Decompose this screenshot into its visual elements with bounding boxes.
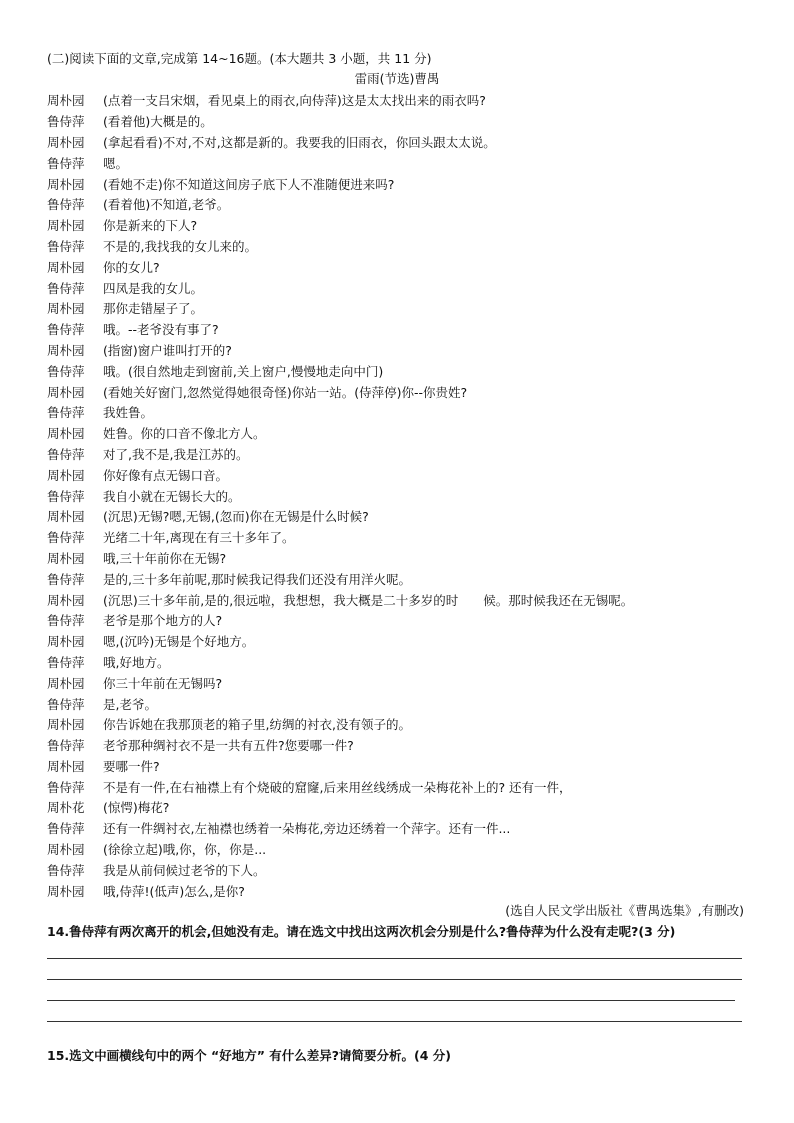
dialogue-line xyxy=(47,194,747,215)
speech-text: (看着他)大概是的。 xyxy=(103,114,213,130)
speech-text: 老爷是那个地方的人? xyxy=(103,613,223,629)
passage-title-text: 雷雨(节选)曹禺 xyxy=(354,71,440,86)
dialogue-line xyxy=(47,506,747,527)
dialogue-line xyxy=(47,485,747,506)
question-15: 15.选文中画横线句中的两个 “好地方” 有什么差异?请简要分析。(4 分) xyxy=(47,1048,452,1063)
speaker-name: 鲁侍萍 xyxy=(47,322,85,338)
speech-text: 是,老爷。 xyxy=(103,696,157,712)
dialogue-line xyxy=(47,256,747,277)
speaker-name: 周朴园 xyxy=(47,176,85,192)
speaker-name: 周朴园 xyxy=(47,301,85,317)
speech-text: 哦,侍萍!(低声)怎么,是你? xyxy=(103,883,245,899)
speech-text: 你告诉她在我那顶老的箱子里,纺绸的衬衣,没有领子的。 xyxy=(103,717,411,733)
dialogue-line xyxy=(47,610,747,631)
dialogue-line xyxy=(47,381,747,402)
speech-text: 是的,三十多年前呢,那时候我记得我们还没有用洋火呢。 xyxy=(103,571,411,587)
speech-text: 嗯。 xyxy=(103,155,129,171)
dialogue-line xyxy=(47,797,747,818)
speech-text: 我姓鲁。 xyxy=(103,405,154,421)
question-14: 14.鲁侍萍有两次离开的机会,但她没有走。请在选文中找出这两次机会分别是什么?鲁侍萍为什么没有走呢?(3 分) xyxy=(47,924,676,939)
speaker-name: 鲁侍萍 xyxy=(47,114,85,130)
speaker-name: 鲁侍萍 xyxy=(47,446,85,462)
speaker-name: 鲁侍萍 xyxy=(47,155,85,171)
speech-text: 老爷那种绸衬衣不是一共有五件?您要哪一件? xyxy=(103,738,354,754)
dialogue-line xyxy=(47,568,747,589)
speaker-name: 周朴园 xyxy=(47,758,85,774)
answer-line xyxy=(47,958,742,959)
section-instruction: (二)阅读下面的文章,完成第 14~16题。(本大题共 3 小题，共 11 分) xyxy=(47,51,432,66)
dialogue-line xyxy=(47,132,747,153)
speaker-name: 周朴花 xyxy=(47,800,85,816)
speaker-name: 周朴园 xyxy=(47,675,85,691)
speaker-name: 鲁侍萍 xyxy=(47,654,85,670)
speaker-name: 周朴园 xyxy=(47,717,85,733)
speaker-name: 鲁侍萍 xyxy=(47,405,85,421)
speaker-name: 鲁侍萍 xyxy=(47,571,85,587)
speech-text: 嗯,(沉吟)无锡是个好地方。 xyxy=(103,634,255,650)
answer-line xyxy=(47,979,742,980)
dialogue-line xyxy=(47,402,747,423)
speaker-name: 鲁侍萍 xyxy=(47,738,85,754)
dialogue-line xyxy=(47,152,747,173)
speaker-name: 鲁侍萍 xyxy=(47,530,85,546)
speaker-name: 周朴园 xyxy=(47,842,85,858)
speech-text: (徐徐立起)哦,你，你，你是... xyxy=(103,842,267,858)
dialogue-line xyxy=(47,839,747,860)
dialogue-line xyxy=(47,444,747,465)
speaker-name: 鲁侍萍 xyxy=(47,862,85,878)
dialogue-line xyxy=(47,776,747,797)
speaker-name: 鲁侍萍 xyxy=(47,363,85,379)
dialogue-line xyxy=(47,215,747,236)
speech-text: 姓鲁。你的口音不像北方人。 xyxy=(103,426,266,442)
dialogue-line xyxy=(47,340,747,361)
speaker-name: 鲁侍萍 xyxy=(47,821,85,837)
speech-text: 我是从前伺候过老爷的下人。 xyxy=(103,862,266,878)
answer-line xyxy=(47,1021,742,1022)
speaker-name: 鲁侍萍 xyxy=(47,613,85,629)
speaker-name: 鲁侍萍 xyxy=(47,238,85,254)
speech-text: 你是新来的下人? xyxy=(103,218,198,234)
speech-text: (沉思)三十多年前,是的,很远啦，我想想，我大概是二十多岁的时 候。那时候我还在无锡呢。 xyxy=(103,592,634,608)
speaker-name: 周朴园 xyxy=(47,342,85,358)
dialogue-line xyxy=(47,90,747,111)
speaker-name: 周朴园 xyxy=(47,467,85,483)
dialogue-line xyxy=(47,111,747,132)
speech-text: 要哪一件? xyxy=(103,758,160,774)
speaker-name: 周朴园 xyxy=(47,218,85,234)
dialogue-line xyxy=(47,735,747,756)
speech-text: (惊愕)梅花? xyxy=(103,800,170,816)
speech-text: (看她关好窗门,忽然觉得她很奇怪)你站一站。(侍萍停)你--你贵姓? xyxy=(103,384,468,400)
speaker-name: 周朴园 xyxy=(47,259,85,275)
dialogue-line xyxy=(47,173,747,194)
dialogue-line xyxy=(47,423,747,444)
dialogue-line xyxy=(47,672,747,693)
speaker-name: 周朴园 xyxy=(47,134,85,150)
dialogue-line xyxy=(47,360,747,381)
speech-text: (点着一支吕宋烟，看见桌上的雨衣,向侍萍)这是太太找出来的雨衣吗? xyxy=(103,93,486,109)
dialogue-line xyxy=(47,652,747,673)
speech-text: 哦。(很自然地走到窗前,关上窗户,慢慢地走向中门) xyxy=(103,363,384,379)
speaker-name: 鲁侍萍 xyxy=(47,779,85,795)
speaker-name: 周朴园 xyxy=(47,509,85,525)
dialogue-line xyxy=(47,693,747,714)
dialogue-block xyxy=(47,90,747,901)
dialogue-line xyxy=(47,527,747,548)
dialogue-line xyxy=(47,298,747,319)
dialogue-line xyxy=(47,756,747,777)
dialogue-line xyxy=(47,589,747,610)
speech-text: (看着他)不知道,老爷。 xyxy=(103,197,230,213)
speech-text: 哦,三十年前你在无锡? xyxy=(103,550,227,566)
answer-line xyxy=(47,1000,735,1001)
speaker-name: 周朴园 xyxy=(47,634,85,650)
speech-text: 你的女儿? xyxy=(103,259,160,275)
dialogue-line xyxy=(47,714,747,735)
speech-text: 对了,我不是,我是江苏的。 xyxy=(103,446,249,462)
dialogue-line xyxy=(47,631,747,652)
speech-text: 不是有一件,在右袖襟上有个烧破的窟窿,后来用丝线绣成一朵梅花补上的? 还有一件， xyxy=(103,779,572,795)
dialogue-line xyxy=(47,236,747,257)
dialogue-line xyxy=(47,859,747,880)
speech-text: 哦,好地方。 xyxy=(103,654,170,670)
speech-text: (指窗)窗户谁叫打开的? xyxy=(103,342,232,358)
speaker-name: 周朴园 xyxy=(47,883,85,899)
dialogue-line xyxy=(47,818,747,839)
speaker-name: 鲁侍萍 xyxy=(47,488,85,504)
speech-text: 四凤是我的女儿。 xyxy=(103,280,204,296)
speech-text: 不是的,我找我的女儿来的。 xyxy=(103,238,257,254)
dialogue-line xyxy=(47,277,747,298)
dialogue-line xyxy=(47,319,747,340)
speaker-name: 周朴园 xyxy=(47,93,85,109)
speech-text: 你好像有点无锡口音。 xyxy=(103,467,229,483)
speech-text: (拿起看看)不对,不对,这都是新的。我要我的旧雨衣，你回头跟太太说。 xyxy=(103,134,496,150)
speech-text: 光绪二十年,离现在有三十多年了。 xyxy=(103,530,295,546)
speech-text: 哦。--老爷没有事了? xyxy=(103,322,219,338)
speech-text: 我自小就在无锡长大的。 xyxy=(103,488,241,504)
speaker-name: 鲁侍萍 xyxy=(47,197,85,213)
speech-text: 你三十年前在无锡吗? xyxy=(103,675,223,691)
speech-text: 那你走错屋子了。 xyxy=(103,301,204,317)
passage-title xyxy=(0,69,794,89)
speech-text: (沉思)无锡?嗯,无锡,(忽而)你在无锡是什么时候? xyxy=(103,509,369,525)
speaker-name: 周朴园 xyxy=(47,384,85,400)
dialogue-line xyxy=(47,880,747,901)
speech-text: (看她不走)你不知道这间房子底下人不准随便进来吗? xyxy=(103,176,395,192)
source-citation: (选自人民文学出版社《曹禺选集》,有删改) xyxy=(505,903,744,918)
speaker-name: 鲁侍萍 xyxy=(47,280,85,296)
speech-text: 还有一件绸衬衣,左袖襟也绣着一朵梅花,旁边还绣着一个萍字。还有一件... xyxy=(103,821,511,837)
dialogue-line xyxy=(47,548,747,569)
speaker-name: 鲁侍萍 xyxy=(47,696,85,712)
speaker-name: 周朴园 xyxy=(47,592,85,608)
speaker-name: 周朴园 xyxy=(47,426,85,442)
dialogue-line xyxy=(47,464,747,485)
speaker-name: 周朴园 xyxy=(47,550,85,566)
